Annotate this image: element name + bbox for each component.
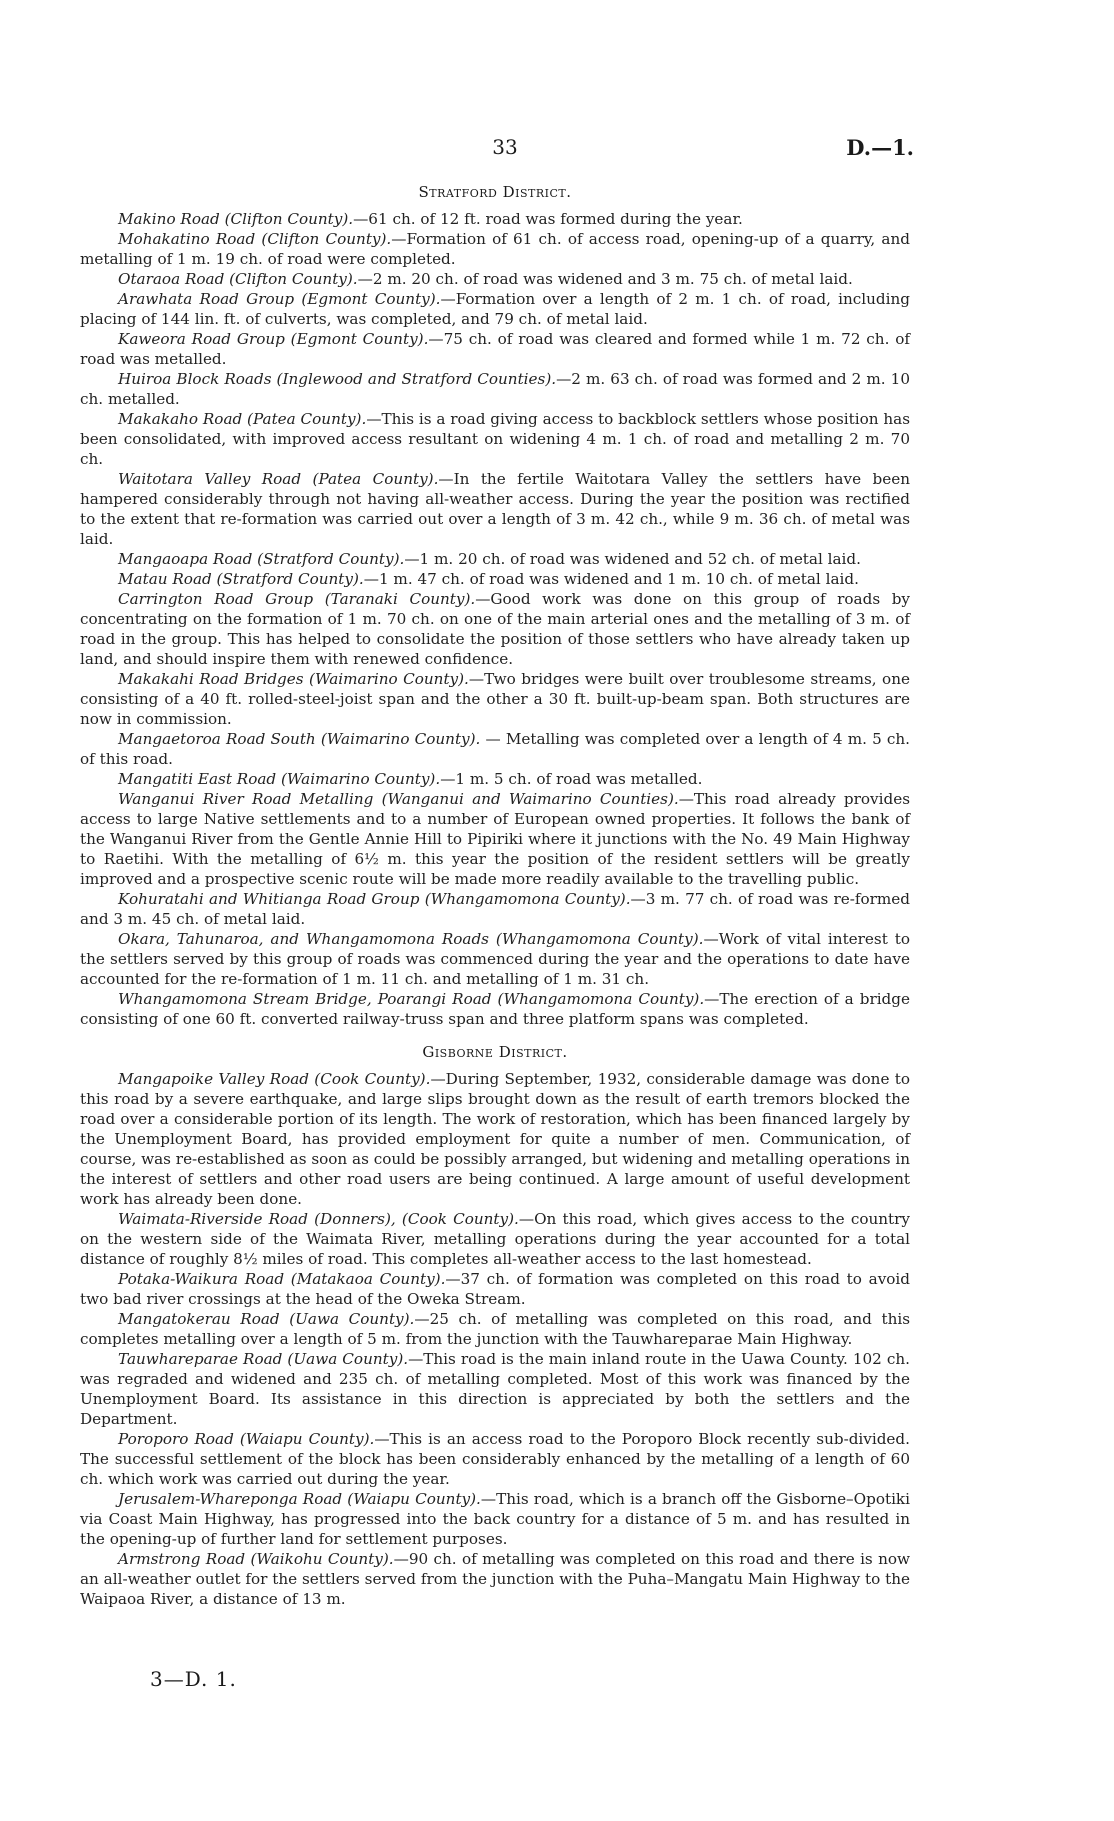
road-name: Waimata-Riverside Road (Donners), (Cook County). [118,1210,519,1228]
road-paragraph [80,1069,910,1209]
road-description: —90 ch. of metalling was completed on this road and there is now an all-weather outlet for the settlers served from the junction with the Puha–Mangatu Main Highway to the Waipaoa River, a distance of 13 m. [80,1550,911,1608]
road-description: —In the fertile Waitotara Valley the settlers have been hampered considerably through not having all-weather access. During the year the position was rectified to the extent that re-formation was carried out over a length of 3 m. 42 ch., while 9 m. 36 ch. of metal was laid. [80,470,910,548]
district-section [80,183,910,1029]
road-name: Huiroa Block Roads (Inglewood and Stratford Counties). [118,370,557,388]
road-paragraph [80,1489,910,1549]
road-name: Mohakatino Road (Clifton County). [118,230,392,248]
road-description: —Two bridges were built over troublesome streams, one consisting of a 40 ft. rolled-steel-joist span and the other a 30 ft. built-up-beam span. Both structures are now in commission. [80,670,910,728]
road-description: —This road is the main inland route in the Uawa County. 102 ch. was regraded and widened and 235 ch. of metalling completed. Most of this work was financed by the Unemployment Board. Its assistance in this direction is appreciated by both the settlers and the Department. [80,1350,910,1428]
road-description: —This is a road giving access to backblock settlers whose position has been consolidated, with improved access resultant on widening 4 m. 1 ch. of road and metalling 2 m. 70 ch. [80,410,911,468]
road-name: Armstrong Road (Waikohu County). [118,1550,394,1568]
road-description: —On this road, which gives access to the country on the western side of the Waimata River, metalling operations during the year accounted for a total distance of roughly 8½ miles of road. This completes all-weather access to the last homestead. [80,1210,910,1268]
road-paragraph [80,1549,910,1609]
road-description: —Formation over a length of 2 m. 1 ch. of road, including placing of 144 lin. ft. of culverts, was completed, and 79 ch. of metal laid. [80,290,910,328]
page-body [80,183,910,1623]
road-description: — Metalling was completed over a length of 4 m. 5 ch. of this road. [80,730,910,768]
road-description: —61 ch. of 12 ft. road was formed during the year. [353,210,743,228]
road-description: —This road already provides access to large Native settlements and to a number of European owned properties. It follows the bank of the Wanganui River from the Gentle Annie Hill to Pipiriki where it junctions with the No. 49 Main Highway to Raetihi. With the metalling of 6½ m. this year the position of the resident settlers will be greatly improved and a prospective scenic route will be made more readily available to the travelling public. [80,790,910,888]
road-name: Kohuratahi and Whitianga Road Group (Whangamomona County). [118,890,631,908]
page-number: 33 [492,135,518,159]
road-name: Makino Road (Clifton County). [118,210,354,228]
road-name: Okara, Tahunaroa, and Whangamomona Roads (Whangamomona County). [118,930,704,948]
road-paragraph [80,1269,910,1309]
road-paragraph [80,1349,910,1429]
road-paragraph [80,229,910,269]
road-name: Tauwhareparae Road (Uawa County). [118,1350,409,1368]
road-description: —25 ch. of metalling was completed on this road, and this completes metalling over a length of 5 m. from the junction with the Tauwhareparae Main Highway. [80,1310,911,1348]
road-paragraph [80,469,910,549]
road-description: —2 m. 20 ch. of road was widened and 3 m. 75 ch. of metal laid. [357,270,853,288]
road-description: —37 ch. of formation was completed on this road to avoid two bad river crossings at the head of the Oweka Stream. [80,1270,910,1308]
road-name: Arawhata Road Group (Egmont County). [118,290,441,308]
road-paragraph [80,1309,910,1349]
road-name: Jerusalem-Whareponga Road (Waiapu County). [118,1490,481,1508]
road-paragraph [80,289,910,329]
district-section [80,1043,910,1609]
road-description: —Formation of 61 ch. of access road, opening-up of a quarry, and metalling of 1 m. 19 ch. of road were completed. [80,230,910,268]
road-paragraph [80,409,910,469]
road-description: —The erection of a bridge consisting of one 60 ft. converted railway-truss span and three platform spans was completed. [80,990,910,1028]
road-paragraph [80,569,910,589]
road-paragraph [80,329,910,369]
section-heading: Gisborne District. [422,1043,568,1061]
road-name: Whangamomona Stream Bridge, Poarangi Road (Whangamomona County). [118,990,705,1008]
road-name: Mangaetoroa Road South (Waimarino County). [118,730,481,748]
road-paragraph [80,789,910,889]
road-paragraph [80,889,910,929]
road-paragraph [80,369,910,409]
road-name: Wanganui River Road Metalling (Wanganui and Waimarino Counties). [118,790,679,808]
road-paragraph [80,929,910,989]
road-name: Potaka-Waikura Road (Matakaoa County). [118,1270,446,1288]
road-name: Carrington Road Group (Taranaki County). [118,590,476,608]
road-description: —During September, 1932, considerable damage was done to this road by a severe earthquake, and large slips brought down as the result of earth tremors blocked the road over a considerable portion of its length. The work of restoration, which has been financed largely by the Unemployment Board, has provided employment for quite a number of men. Communication, of course, was re-established as soon as could be possibly arranged, but widening and metalling operations in the interest of settlers and other road users are being continued. A large amount of useful development work has already been done. [80,1070,911,1208]
road-description: —Good work was done on this group of roads by concentrating on the formation of 1 m. 70 ch. on one of the main arterial ones and the metalling of 3 m. of road in the group. This has helped to consolidate the position of those settlers who have already taken up land, and should inspire them with renewed confidence. [80,590,911,668]
road-name: Makakahi Road Bridges (Waimarino County). [118,670,469,688]
road-description: —1 m. 47 ch. of road was widened and 1 m. 10 ch. of metal laid. [363,570,859,588]
road-name: Poroporo Road (Waiapu County). [118,1430,375,1448]
road-name: Mangaoapa Road (Stratford County). [118,550,405,568]
road-name: Makakaho Road (Patea County). [118,410,367,428]
road-paragraph [80,549,910,569]
road-paragraph [80,209,910,229]
road-name: Matau Road (Stratford County). [118,570,364,588]
road-description: —This is an access road to the Poroporo Block recently sub-divided. The successful settlement of the block has been considerably enhanced by the metalling of a length of 60 ch. which work was carried out during the year. [80,1430,910,1488]
road-name: Kaweora Road Group (Egmont County). [118,330,429,348]
road-description: —75 ch. of road was cleared and formed while 1 m. 72 ch. of road was metalled. [80,330,910,368]
road-paragraph [80,269,910,289]
section-heading: Stratford District. [418,183,572,201]
road-paragraph [80,989,910,1029]
road-description: —2 m. 63 ch. of road was formed and 2 m. 10 ch. metalled. [80,370,910,408]
road-name: Waitotara Valley Road (Patea County). [118,470,439,488]
signature-mark: 3—D. 1. [150,1667,237,1691]
road-paragraph [80,729,910,769]
road-paragraph [80,669,910,729]
road-name: Otaraoa Road (Clifton County). [118,270,358,288]
road-description: —This road, which is a branch off the Gisborne–Opotiki via Coast Main Highway, has progressed into the back country for a distance of 5 m. and has resulted in the opening-up of further land for settlement purposes. [80,1490,910,1548]
road-paragraph [80,589,910,669]
road-name: Mangatiti East Road (Waimarino County). [118,770,441,788]
road-paragraph [80,769,910,789]
road-name: Mangatokerau Road (Uawa County). [118,1310,415,1328]
road-description: —Work of vital interest to the settlers served by this group of roads was commenced during the year and the operations to date have accounted for the re-formation of 1 m. 11 ch. and metalling of 1 m. 31 ch. [80,930,911,988]
road-paragraph [80,1429,910,1489]
road-description: —1 m. 5 ch. of road was metalled. [440,770,703,788]
document-reference: D.—1. [846,135,914,160]
road-description: —3 m. 77 ch. of road was re-formed and 3 m. 45 ch. of metal laid. [80,890,910,928]
road-name: Mangapoike Valley Road (Cook County). [118,1070,431,1088]
road-description: —1 m. 20 ch. of road was widened and 52 ch. of metal laid. [404,550,861,568]
road-paragraph [80,1209,910,1269]
